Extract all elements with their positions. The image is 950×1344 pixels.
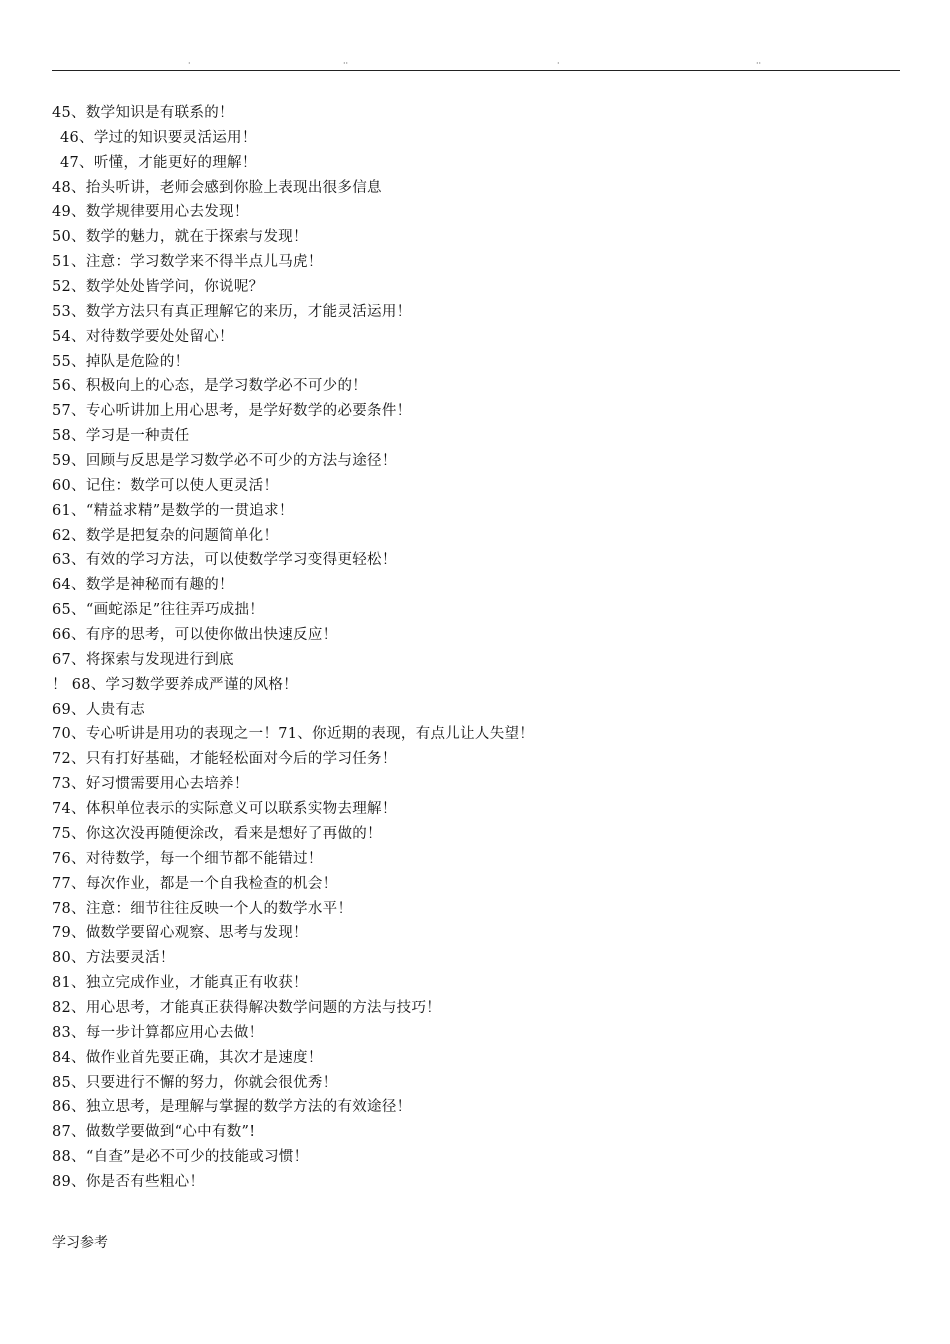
list-item: 49、数学规律要用心去发现！ <box>52 204 249 221</box>
list-item: 45、数学知识是有联系的！ <box>52 105 234 121</box>
list-item: 88、“自查”是必不可少的技能或习惯！ <box>52 1149 309 1166</box>
list-item: 72、只有打好基础，才能轻松面对今后的学习任务！ <box>52 751 397 768</box>
list-item: 89、你是否有些粗心！ <box>52 1173 205 1190</box>
list-item: 83、每一步计算都应用心去做！ <box>52 1024 264 1041</box>
header-mark: ·· <box>756 59 762 68</box>
list-item: 62、数学是把复杂的问题简单化！ <box>52 527 279 544</box>
list-item: 56、积极向上的心态，是学习数学必不可少的！ <box>52 378 368 395</box>
list-item: 63、有效的学习方法，可以使数学学习变得更轻松！ <box>52 552 397 569</box>
list-item: 66、有序的思考，可以使你做出快速反应！ <box>52 627 338 644</box>
list-item: 60、记住：数学可以使人更灵活！ <box>52 477 279 494</box>
list-item: 58、学习是一种责任 <box>52 428 190 445</box>
list-item: 75、你这次没再随便涂改，看来是想好了再做的！ <box>52 825 382 842</box>
list-item: 46、学过的知识要灵活运用！ <box>60 129 257 146</box>
list-item: 79、做数学要留心观察、思考与发现！ <box>52 925 308 942</box>
list-item: 69、人贵有志 <box>52 701 146 718</box>
list-item: 87、做数学要做到“心中有数”! <box>52 1124 256 1141</box>
list-item: 84、做作业首先要正确，其次才是速度！ <box>52 1049 323 1066</box>
list-item: 76、对待数学，每一个细节都不能错过！ <box>52 850 323 867</box>
list-item: 50、数学的魅力，就在于探索与发现！ <box>52 229 308 246</box>
list-item: 51、注意：学习数学来不得半点儿马虎！ <box>52 254 323 271</box>
list-item: 70、专心听讲是用功的表现之一！71、你近期的表现，有点儿让人失望！ <box>52 726 535 743</box>
header-mark: · <box>557 59 560 68</box>
list-item: 86、独立思考，是理解与掌握的数学方法的有效途径！ <box>52 1099 412 1116</box>
list-item: 81、独立完成作业，才能真正有收获！ <box>52 975 308 992</box>
list-item: 47、听懂，才能更好的理解！ <box>60 154 257 171</box>
list-item: ！ 68、学习数学要养成严谨的风格！ <box>52 676 298 693</box>
header-mark: · <box>188 59 191 68</box>
list-item: 82、用心思考，才能真正获得解决数学问题的方法与技巧！ <box>52 999 442 1016</box>
list-item: 73、好习惯需要用心去培养！ <box>52 776 249 793</box>
list-item: 54、对待数学要处处留心！ <box>52 328 234 345</box>
list-item: 52、数学处处皆学问，你说呢？ <box>52 279 264 296</box>
list-item: 74、体积单位表示的实际意义可以联系实物去理解！ <box>52 801 397 818</box>
list-item: 59、回顾与反思是学习数学必不可少的方法与途径！ <box>52 453 397 470</box>
list-item: 77、每次作业，都是一个自我检查的机会！ <box>52 875 338 892</box>
header-mark: ·· <box>343 59 349 68</box>
list-item: 85、只要进行不懈的努力，你就会很优秀！ <box>52 1074 338 1091</box>
list-item: 57、专心听讲加上用心思考，是学好数学的必要条件！ <box>52 403 412 420</box>
header-rule <box>52 70 900 71</box>
page-footer: 学习参考 <box>52 1235 108 1251</box>
list-item: 48、抬头听讲，老师会感到你脸上表现出很多信息 <box>52 179 382 196</box>
list-item: 78、注意：细节往往反映一个人的数学水平！ <box>52 900 353 917</box>
list-item: 64、数学是神秘而有趣的！ <box>52 577 234 594</box>
list-item: 61、“精益求精”是数学的一贯追求！ <box>52 502 294 519</box>
list-item: 65、“画蛇添足”往往弄巧成拙！ <box>52 602 265 619</box>
list-item: 67、将探索与发现进行到底 <box>52 651 234 668</box>
list-item: 80、方法要灵活！ <box>52 950 175 967</box>
list-item: 55、掉队是危险的！ <box>52 353 190 370</box>
list-item: 53、数学方法只有真正理解它的来历，才能灵活运用！ <box>52 303 412 320</box>
quote-list <box>0 101 950 1195</box>
